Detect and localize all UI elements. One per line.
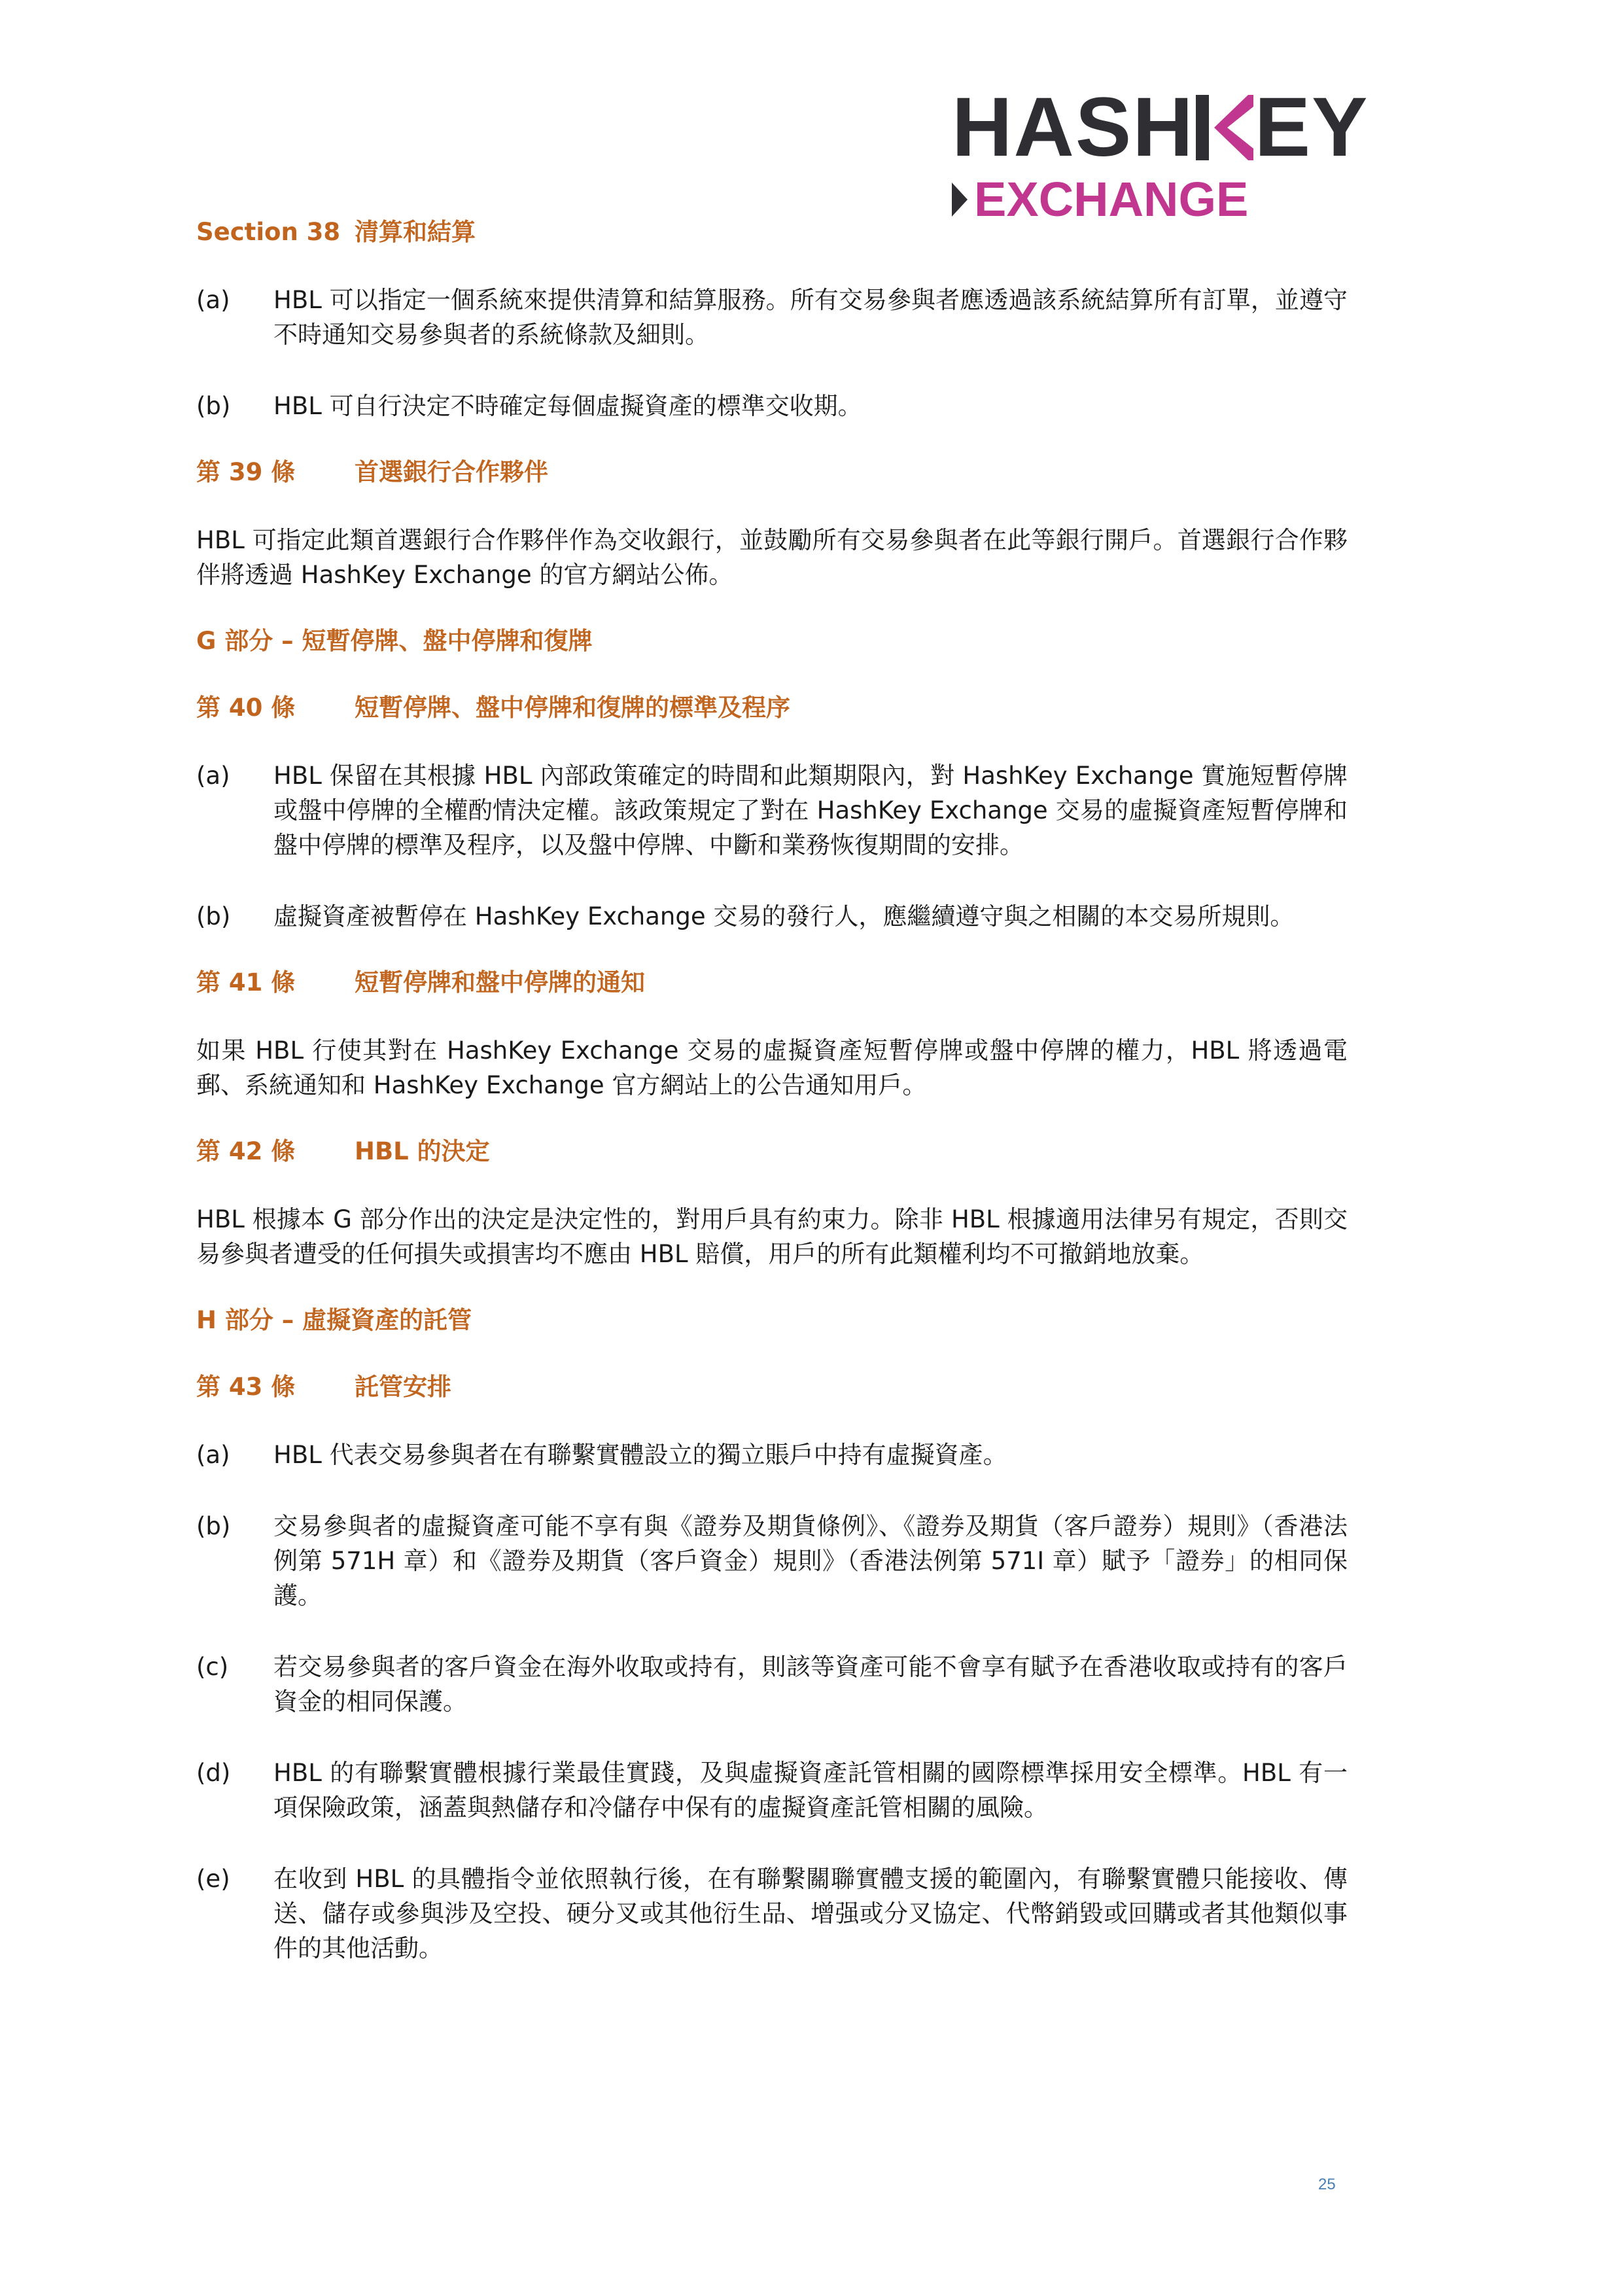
clause-label: (b) — [196, 1512, 231, 1540]
section-number: 第 41 條 — [196, 968, 296, 997]
clause-label: (b) — [196, 392, 231, 420]
logo-k-icon — [1196, 95, 1253, 160]
paragraph: HBL 可指定此類首選銀行合作夥伴作為交收銀行，並鼓勵所有交易參與者在此等銀行開戶。首選銀行合作夥伴將透過 HashKey Exchange 的官方網站公佈。 — [196, 526, 1348, 589]
clause-item — [196, 1862, 1348, 1966]
section-number: 第 43 條 — [196, 1373, 296, 1401]
clause-label: (a) — [196, 762, 230, 790]
section-title: HBL 的決定 — [355, 1137, 490, 1165]
clause-label: (a) — [196, 286, 230, 314]
hashkey-exchange-logo — [952, 80, 1369, 229]
paragraph: HBL 根據本 G 部分作出的決定是決定性的，對用戶具有約束力。除非 HBL 根據適用法律另有規定，否則交易參與者遭受的任何損失或損害均不應由 HBL 賠償，用戶的所有此類權利均不可撤銷地放棄。 — [196, 1205, 1348, 1268]
logo-text-exchange: EXCHANGE — [974, 172, 1249, 226]
clause-label: (d) — [196, 1759, 231, 1787]
section-heading — [196, 1135, 1348, 1168]
clause-text: 虛擬資產被暫停在 HashKey Exchange 交易的發行人，應繼續遵守與之相關的本交易所規則。 — [273, 902, 1295, 930]
clause-item — [196, 1438, 1348, 1472]
part-heading: H 部分 – 虛擬資產的託管 — [196, 1306, 472, 1334]
part-heading: G 部分 – 短暫停牌、盤中停牌和復牌 — [196, 627, 593, 655]
clause-item — [196, 899, 1348, 934]
clause-item — [196, 1650, 1348, 1719]
clause-text: HBL 的有聯繫實體根據行業最佳實踐，及與虛擬資產託管相關的國際標準採用安全標準。HBL 有一項保險政策，涵蓋與熱儲存和冷儲存中保有的虛擬資產託管相關的風險。 — [273, 1759, 1348, 1822]
section-number: 第 42 條 — [196, 1137, 296, 1165]
page-number: 25 — [1318, 2176, 1336, 2193]
section-title: 託管安排 — [355, 1373, 451, 1401]
clause-text: 在收到 HBL 的具體指令並依照執行後，在有聯繫關聯實體支援的範圍內，有聯繫實體只能接收、傳送、儲存或參與涉及空投、硬分叉或其他衍生品、增强或分叉協定、代幣銷毀或回購或者其他類似事件的其他活動。 — [273, 1865, 1348, 1962]
document-body — [196, 216, 1348, 1966]
section-heading — [196, 692, 1348, 724]
play-triangle-icon — [952, 183, 968, 217]
section-heading — [196, 1371, 1348, 1404]
clause-text: HBL 保留在其根據 HBL 內部政策確定的時間和此類期限內，對 HashKey Exchange 實施短暫停牌或盤中停牌的全權酌情決定權。該政策規定了對在 HashKey Exchange 交易的虛擬資產短暫停牌和盤中停牌的標準及程序，以及盤中停牌、中斷和業務恢復期間的安排。 — [273, 762, 1348, 859]
clause-item — [196, 389, 1348, 423]
clause-text: 交易參與者的虛擬資產可能不享有與《證券及期貨條例》、《證券及期貨（客戶證券）規則》（香港法例第 571H 章）和《證券及期貨（客戶資金）規則》（香港法例第 571I 章）賦予「證券」的相同保護。 — [273, 1512, 1348, 1610]
section-number: 第 39 條 — [196, 458, 296, 486]
logo-wordmark — [952, 80, 1369, 174]
clause-item — [196, 283, 1348, 352]
clause-label: (e) — [196, 1865, 230, 1893]
section-title: 清算和結算 — [355, 218, 476, 246]
section-heading — [196, 966, 1348, 999]
logo-text-ey: EY — [1254, 80, 1369, 174]
section-number: Section 38 — [196, 218, 341, 246]
logo-text-hash: HASH — [952, 80, 1195, 174]
section-title: 短暫停牌、盤中停牌和復牌的標準及程序 — [355, 694, 790, 722]
clause-label: (c) — [196, 1653, 229, 1681]
section-title: 首選銀行合作夥伴 — [355, 458, 548, 486]
clause-label: (b) — [196, 902, 231, 930]
clause-item — [196, 1509, 1348, 1613]
clause-text: 若交易參與者的客戶資金在海外收取或持有，則該等資產可能不會享有賦予在香港收取或持有的客戶資金的相同保護。 — [273, 1653, 1348, 1716]
clause-text: HBL 代表交易參與者在有聯繫實體設立的獨立賬戶中持有虛擬資產。 — [273, 1441, 1007, 1469]
section-heading — [196, 216, 1348, 249]
paragraph: 如果 HBL 行使其對在 HashKey Exchange 交易的虛擬資產短暫停牌或盤中停牌的權力，HBL 將透過電郵、系統通知和 HashKey Exchange 官方網站上的公告通知用戶。 — [196, 1036, 1348, 1099]
clause-label: (a) — [196, 1441, 230, 1469]
section-heading — [196, 456, 1348, 489]
clause-item — [196, 758, 1348, 862]
section-number: 第 40 條 — [196, 694, 296, 722]
clause-text: HBL 可自行決定不時確定每個虛擬資產的標準交收期。 — [273, 392, 862, 420]
clause-item — [196, 1756, 1348, 1825]
clause-text: HBL 可以指定一個系統來提供清算和結算服務。所有交易參與者應透過該系統結算所有訂單，並遵守不時通知交易參與者的系統條款及細則。 — [273, 286, 1348, 349]
section-title: 短暫停牌和盤中停牌的通知 — [355, 968, 645, 997]
